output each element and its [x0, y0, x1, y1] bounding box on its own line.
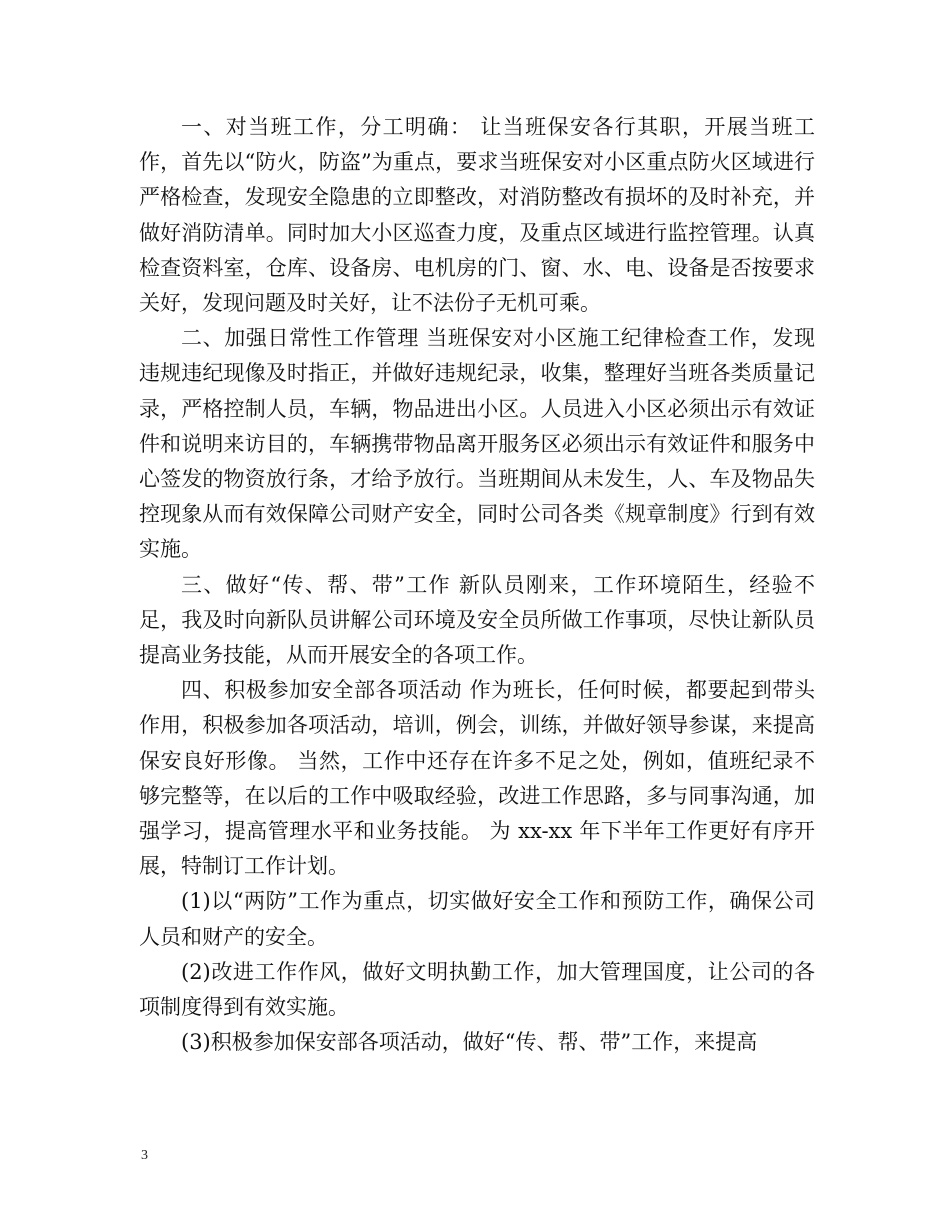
- document-body: [139, 110, 815, 1060]
- page-number: 3: [141, 1148, 148, 1163]
- paragraph-plan-item-3: (3)积极参加保安部各项活动，做好“传、帮、带”工作，来提高: [181, 1030, 758, 1055]
- paragraph-plan-item-2: (2)改进工作作风，做好文明执勤工作，加大管理国度，让公司的各项制度得到有效实施。: [139, 959, 815, 1020]
- paragraph-duty-division: 一、对当班工作，分工明确： 让当班保安各行其职，开展当班工作，首先以“防火，防盗”为重点，要求当班保安对小区重点防火区域进行严格检查，发现安全隐患的立即整改，对消防整改有损坏的及时补充，并做好消防清单。同时加大小区巡查力度，及重点区域进行监控管理。认真检查资料室，仓库、设备房、电机房的门、窗、水、电、设备是否按要求关好，发现问题及时关好，让不法份子无机可乘。: [139, 115, 815, 316]
- paragraph-daily-management: 二、加强日常性工作管理 当班保安对小区施工纪律检查工作，发现违规违纪现像及时指正，并做好违规纪录，收集，整理好当班各类质量记录，严格控制人员，车辆，物品进出小区。人员进入小区必须出示有效证件和说明来访目的，车辆携带物品离开服务区必须出示有效证件和服务中心签发的物资放行条，才给予放行。当班期间从未发生，人、车及物品失控现象从而有效保障公司财产安全，同时公司各类《规章制度》行到有效实施。: [139, 326, 815, 562]
- paragraph-mentoring: 三、做好“传、帮、带”工作 新队员刚来，工作环境陌生，经验不足，我及时向新队员讲解公司环境及安全员所做工作事项，尽快让新队员提高业务技能，从而开展安全的各项工作。: [139, 572, 815, 668]
- paragraph-activities: 四、积极参加安全部各项活动 作为班长，任何时候，都要起到带头作用，积极参加各项活动，培训，例会，训练，并做好领导参谋，来提高保安良好形像。 当然，工作中还存在许多不足之处，例如，值班纪录不够完整等，在以后的工作中吸取经验，改进工作思路，多与同事沟通，加强学习，提高管理水平和业务技能。 为 xx-xx 年下半年工作更好有序开展，特制订工作计划。: [139, 678, 815, 879]
- paragraph-plan-item-1: (1)以“两防”工作为重点，切实做好安全工作和预防工作，确保公司人员和财产的安全。: [139, 889, 815, 949]
